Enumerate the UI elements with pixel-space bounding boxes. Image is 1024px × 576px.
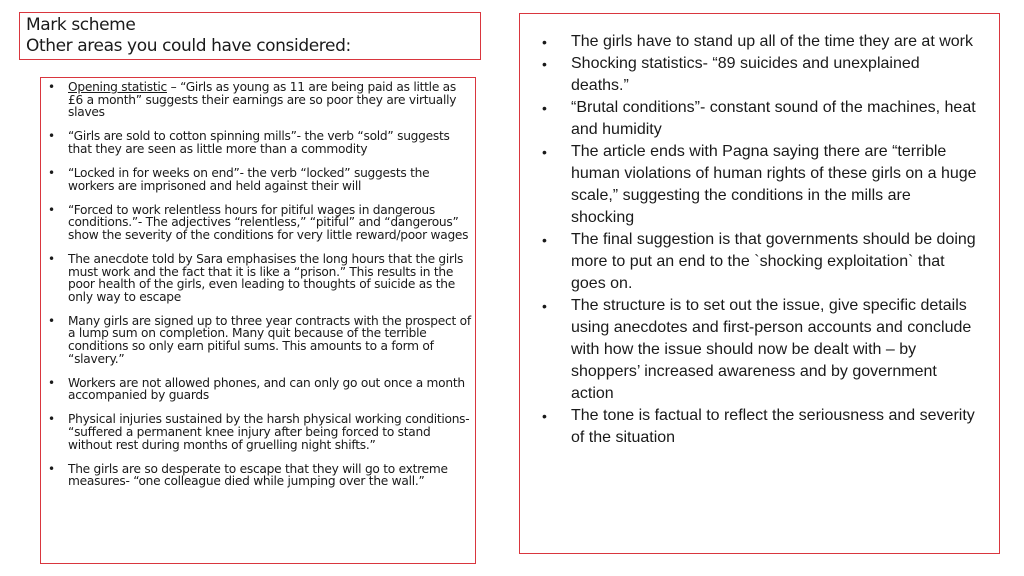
item-text: – “Girls as young as 11 are being paid as little as £6 a month” suggests their earnings are so poor they are virtually slaves [68, 80, 457, 120]
list-item [41, 167, 471, 192]
item-text: Many girls are signed up to three year contracts with the prospect of a lump sum on completion. Many quit because of the terrible conditions so only earn pitiful sums. This amounts to a form of “slavery.” [68, 313, 471, 366]
item-text: “Locked in for weeks on end”- the verb “locked” suggests the workers are imprisoned and held against their will [68, 165, 430, 193]
page-title: Mark scheme [26, 15, 136, 35]
item-text: “Forced to work relentless hours for pitiful wages in dangerous conditions.”- The adjectives “relentless,” “pitiful” and “dangerous” show the severity of the conditions for very little reward/poor wages [68, 202, 469, 242]
item-text: “Girls are sold to cotton spinning mills”- the verb “sold” suggests that they are seen as little more than a commodity [68, 129, 450, 156]
list-item: • Shocking statistics- “89 suicides and unexplained deaths.” [520, 53, 977, 97]
list-item: • The tone is factual to reflect the seriousness and severity of the situation [520, 405, 977, 449]
list-item [41, 130, 471, 155]
page-subtitle: Other areas you could have considered: [26, 36, 351, 56]
list-item [41, 204, 471, 242]
item-text: Physical injuries sustained by the harsh physical working conditions- “suffered a permanent knee injury after being forced to stand without rest during months of gruelling night shifts.” [68, 412, 470, 452]
list-item: • The article ends with Pagna saying there are “terrible human violations of human rights of these girls on a huge scale,” suggesting the conditions in the mills are shocking [520, 141, 977, 229]
list-item: • The structure is to set out the issue, give specific details using anecdotes and first-person accounts and conclude with how the issue should now be dealt with – by shoppers’ increased awareness and by government action [520, 295, 977, 405]
list-item [41, 377, 471, 402]
list-item [41, 463, 471, 488]
list-item [41, 315, 471, 365]
item-text: Workers are not allowed phones, and can only go out once a month accompanied by guards [68, 375, 465, 403]
left-points-list [41, 78, 475, 488]
right-points-box [519, 13, 1000, 554]
item-lead: Opening statistic [68, 80, 167, 94]
right-points-list [520, 14, 999, 449]
list-item [41, 253, 471, 303]
title-box [19, 12, 481, 60]
list-item [41, 413, 471, 451]
item-text: The girls are so desperate to escape that they will go to extreme measures- “one colleague died while jumping over the wall.” [68, 461, 448, 489]
left-points-box [40, 77, 476, 564]
list-item: • The girls have to stand up all of the time they are at work [520, 31, 977, 53]
list-item: • The final suggestion is that governments should be doing more to put an end to the `shocking exploitation` that goes on. [520, 229, 977, 295]
list-item: • “Brutal conditions”- constant sound of the machines, heat and humidity [520, 97, 977, 141]
list-item [41, 81, 471, 119]
item-text: The anecdote told by Sara emphasises the long hours that the girls must work and the fact that it is like a “prison.” This results in the poor health of the girls, even leading to thoughts of suicide as the only way to escape [68, 251, 464, 304]
